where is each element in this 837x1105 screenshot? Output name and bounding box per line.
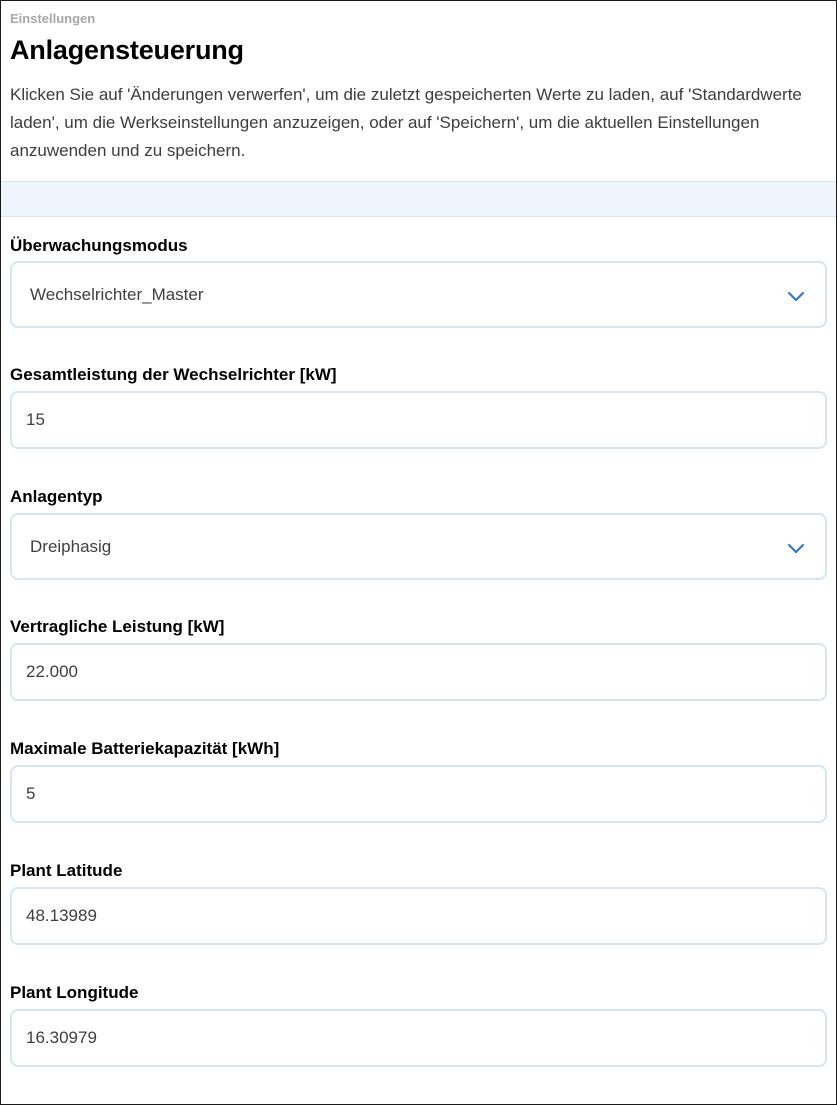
inverter-power-input[interactable] <box>10 391 827 449</box>
battery-capacity-input[interactable] <box>10 765 827 823</box>
contract-power-label: Vertragliche Leistung [kW] <box>10 617 225 636</box>
chevron-down-icon <box>787 291 805 303</box>
plant-type-select[interactable] <box>10 513 827 580</box>
contract-power-field <box>10 616 827 701</box>
plant-type-label: Anlagentyp <box>10 487 103 506</box>
plant-type-value: Dreiphasig <box>30 537 112 556</box>
breadcrumb: Einstellungen <box>10 11 96 26</box>
longitude-input[interactable] <box>10 1009 827 1067</box>
latitude-input[interactable] <box>10 887 827 945</box>
page-header <box>1 1 836 181</box>
longitude-field <box>10 982 827 1067</box>
battery-capacity-label: Maximale Batteriekapazität [kWh] <box>10 739 280 758</box>
chevron-down-icon <box>787 543 805 555</box>
monitoring-mode-value: Wechselrichter_Master <box>30 285 204 304</box>
contract-power-input[interactable] <box>10 643 827 701</box>
inverter-power-field <box>10 364 827 449</box>
monitoring-mode-label: Überwachungsmodus <box>10 236 188 255</box>
plant-control-form <box>1 235 836 1067</box>
battery-capacity-field <box>10 738 827 823</box>
longitude-label: Plant Longitude <box>10 983 139 1002</box>
monitoring-mode-select[interactable] <box>10 261 827 328</box>
latitude-label: Plant Latitude <box>10 861 123 880</box>
page-description: Klicken Sie auf 'Änderungen verwerfen', um die zuletzt gespeicherten Werte zu laden, auf 'Standardwerte laden', um die Werkseinstellungen anzuzeigen, oder auf 'Speichern', um die aktuellen Einstellungen anzuwenden und zu speichern. <box>10 85 802 160</box>
inverter-power-label: Gesamtleistung der Wechselrichter [kW] <box>10 365 337 384</box>
section-band <box>1 181 836 217</box>
latitude-field <box>10 860 827 945</box>
monitoring-mode-field <box>10 235 827 328</box>
page-title: Anlagensteuerung <box>10 35 244 65</box>
plant-type-field <box>10 486 827 580</box>
